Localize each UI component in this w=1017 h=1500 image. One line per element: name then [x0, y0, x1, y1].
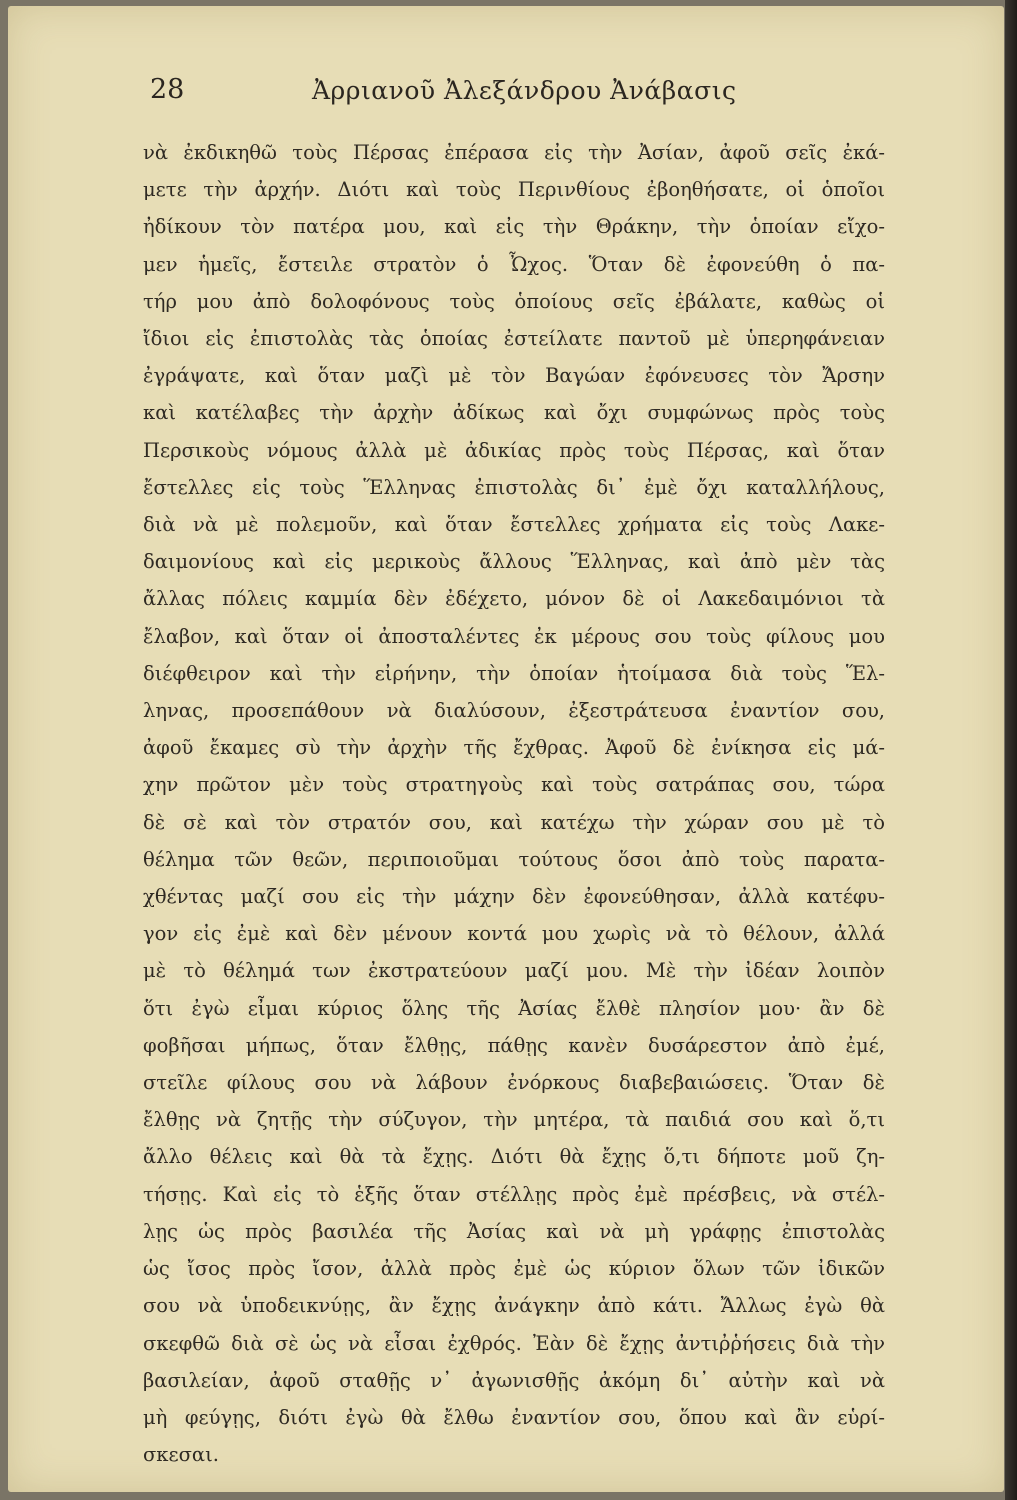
- text-line: ἴδιοι εἰς ἐπιστολὰς τὰς ὁποίας ἐστείλατε παντοῦ μὲ ὑπερηφάνειαν: [143, 327, 885, 351]
- book-page: [8, 6, 1004, 1492]
- text-line: ἔστελλες εἰς τοὺς Ἕλληνας ἐπιστολὰς δι᾿ ἐμὲ ὄχι καταλλήλους,: [143, 475, 885, 499]
- text-line: σκεφθῶ διὰ σὲ ὡς νὰ εἶσαι ἐχθρός. Ἐὰν δὲ ἔχῃς ἀντιῤῥήσεις διὰ τὴν: [143, 1331, 885, 1355]
- text-line: ἄλλο θέλεις καὶ θὰ τὰ ἔχῃς. Διότι θὰ ἔχῃς ὅ,τι δήποτε μοῦ ζη-: [143, 1145, 885, 1169]
- text-line: ληνας, προσεπάθουν νὰ διαλύσουν, ἐξεστράτευσα ἐναντίον σου,: [143, 699, 885, 723]
- text-line: μεν ἡμεῖς, ἔστειλε στρατὸν ὁ Ὦχος. Ὅταν δὲ ἐφονεύθη ὁ πα-: [143, 252, 885, 276]
- text-line: χην πρῶτον μὲν τοὺς στρατηγοὺς καὶ τοὺς σατράπας σου, τώρα: [143, 773, 885, 797]
- text-line: χθέντας μαζί σου εἰς τὴν μάχην δὲν ἐφονεύθησαν, ἀλλὰ κατέφυ-: [143, 885, 885, 909]
- text-line: τήσῃς. Καὶ εἰς τὸ ἑξῆς ὅταν στέλλῃς πρὸς ἐμὲ πρέσβεις, νὰ στέλ-: [143, 1182, 885, 1206]
- text-line: στεῖλε φίλους σου νὰ λάβουν ἐνόρκους διαβεβαιώσεις. Ὅταν δὲ: [143, 1071, 885, 1095]
- text-line: θέλημα τῶν θεῶν, περιποιοῦμαι τούτους ὅσοι ἀπὸ τοὺς παρατα-: [143, 847, 885, 871]
- text-line: μετε τὴν ἀρχήν. Διότι καὶ τοὺς Περινθίους ἐβοηθήσατε, οἱ ὁποῖοι: [143, 178, 885, 202]
- text-line: μὲ τὸ θέλημά των ἐκστρατεύουν μαζί μου. Μὲ τὴν ἰδέαν λοιπὸν: [143, 959, 885, 983]
- text-line: ἄλλας πόλεις καμμία δὲν ἐδέχετο, μόνον δὲ οἱ Λακεδαιμόνιοι τὰ: [143, 587, 885, 611]
- text-line: Περσικοὺς νόμους ἀλλὰ μὲ ἀδικίας πρὸς τοὺς Πέρσας, καὶ ὅταν: [143, 438, 885, 462]
- text-line: σκεσαι.: [143, 1443, 219, 1467]
- text-line: λῃς ὡς πρὸς βασιλέα τῆς Ἀσίας καὶ νὰ μὴ γράφῃς ἐπιστολὰς: [143, 1219, 885, 1243]
- page-header: [150, 74, 890, 114]
- body-text: [143, 134, 885, 1473]
- running-title: Ἀρριανοῦ Ἀλεξάνδρου Ἀνάβασις: [312, 76, 737, 105]
- binding-edge: [1005, 0, 1017, 1500]
- text-line: φοβῆσαι μήπως, ὅταν ἔλθῃς, πάθῃς κανὲν δυσάρεστον ἀπὸ ἐμέ,: [143, 1033, 885, 1057]
- text-line: νὰ ἐκδικηθῶ τοὺς Πέρσας ἐπέρασα εἰς τὴν Ἀσίαν, ἀφοῦ σεῖς ἐκά-: [143, 141, 885, 164]
- text-line: ἠδίκουν τὸν πατέρα μου, καὶ εἰς τὴν Θράκην, τὴν ὁποίαν εἴχο-: [143, 215, 885, 239]
- text-line: δαιμονίους καὶ εἰς μερικοὺς ἄλλους Ἕλληνας, καὶ ἀπὸ μὲν τὰς: [143, 550, 885, 574]
- text-line: σου νὰ ὑποδεικνύῃς, ἂν ἔχῃς ἀνάγκην ἀπὸ κάτι. Ἄλλως ἐγὼ θὰ: [143, 1294, 885, 1318]
- text-line: ἐγράψατε, καὶ ὅταν μαζὶ μὲ τὸν Βαγώαν ἐφόνευσες τὸν Ἄρσην: [143, 364, 885, 388]
- text-line: ἔλθῃς νὰ ζητῇς τὴν σύζυγον, τὴν μητέρα, τὰ παιδιά σου καὶ ὅ,τι: [143, 1108, 885, 1132]
- text-line: ἔλαβον, καὶ ὅταν οἱ ἀποσταλέντες ἐκ μέρους σου τοὺς φίλους μου: [143, 624, 885, 648]
- text-line: ἀφοῦ ἔκαμες σὺ τὴν ἀρχὴν τῆς ἔχθρας. Ἀφοῦ δὲ ἐνίκησα εἰς μά-: [143, 736, 885, 760]
- text-line: μὴ φεύγῃς, διότι ἐγὼ θὰ ἔλθω ἐναντίον σου, ὅπου καὶ ἂν εὑρί-: [143, 1405, 885, 1429]
- text-line: δὲ σὲ καὶ τὸν στρατόν σου, καὶ κατέχω τὴν χώραν σου μὲ τὸ: [143, 810, 885, 834]
- text-line: γον εἰς ἐμὲ καὶ δὲν μένουν κοντά μου χωρὶς νὰ τὸ θέλουν, ἀλλά: [143, 922, 885, 946]
- page-number: 28: [150, 74, 185, 105]
- text-line: ὡς ἴσος πρὸς ἴσον, ἀλλὰ πρὸς ἐμὲ ὡς κύριον ὅλων τῶν ἰδικῶν: [143, 1257, 885, 1281]
- text-line: διὰ νὰ μὲ πολεμοῦν, καὶ ὅταν ἔστελλες χρήματα εἰς τοὺς Λακε-: [143, 513, 885, 537]
- text-line: διέφθειρον καὶ τὴν εἰρήνην, τὴν ὁποίαν ἡτοίμασα διὰ τοὺς Ἕλ-: [143, 661, 885, 685]
- text-line: τήρ μου ἀπὸ δολοφόνους τοὺς ὁποίους σεῖς ἐβάλατε, καθὼς οἱ: [143, 289, 885, 313]
- text-line: καὶ κατέλαβες τὴν ἀρχὴν ἀδίκως καὶ ὄχι συμφώνως πρὸς τοὺς: [143, 401, 885, 425]
- text-line: βασιλείαν, ἀφοῦ σταθῇς ν᾿ ἀγωνισθῇς ἀκόμη δι᾿ αὐτὴν καὶ νὰ: [143, 1368, 885, 1392]
- text-line: ὅτι ἐγὼ εἶμαι κύριος ὅλης τῆς Ἀσίας ἔλθὲ πλησίον μου· ἂν δὲ: [143, 996, 885, 1020]
